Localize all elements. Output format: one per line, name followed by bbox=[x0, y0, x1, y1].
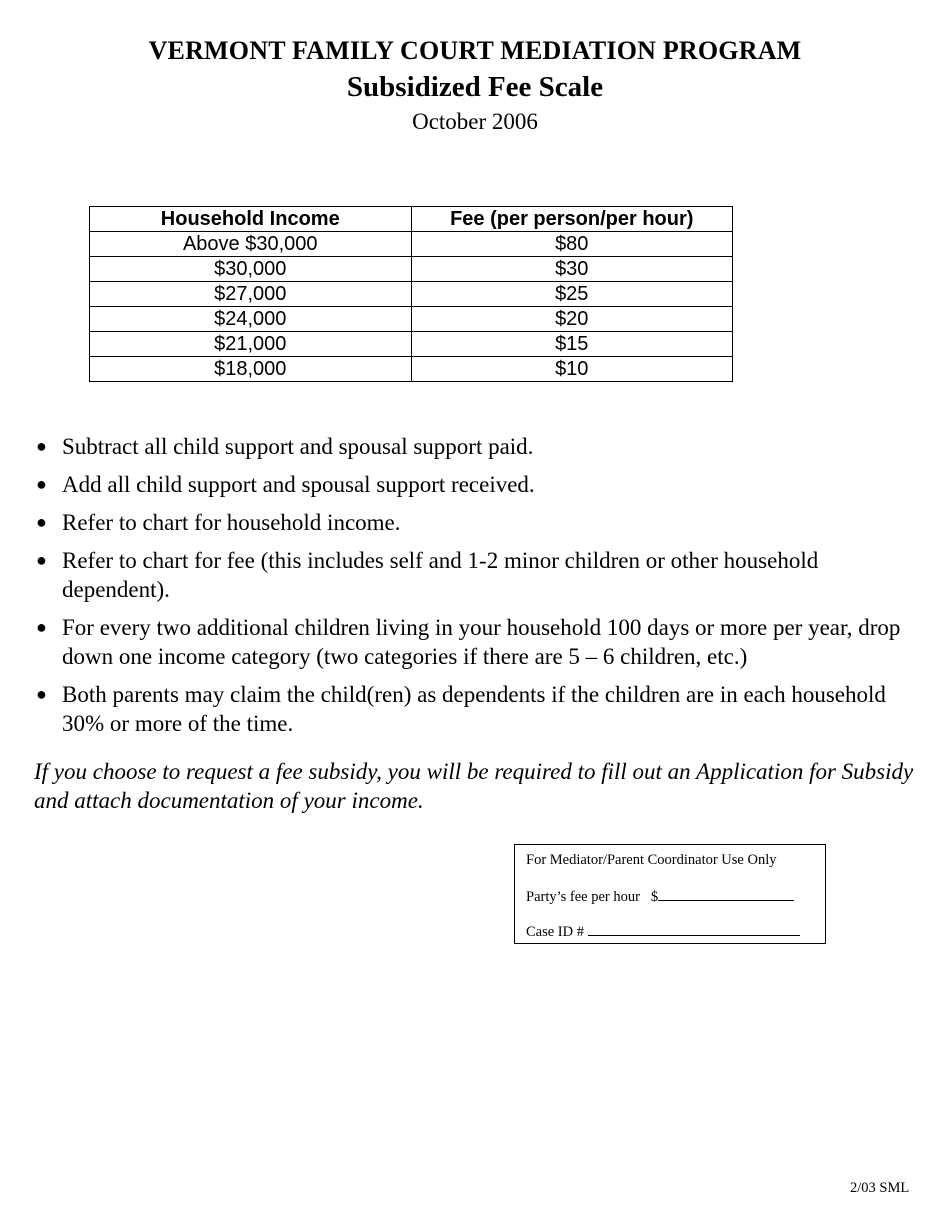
bullet-icon: ● bbox=[36, 512, 47, 532]
bullet-icon: ● bbox=[36, 617, 47, 637]
office-use-box bbox=[514, 844, 826, 944]
list-item-text: Refer to chart for fee (this includes self and 1-2 minor children or other household dependent). bbox=[62, 548, 819, 602]
list-item bbox=[34, 432, 924, 461]
income-cell: $18,000 bbox=[90, 357, 412, 382]
fee-cell: $30 bbox=[411, 257, 733, 282]
table-header-row bbox=[90, 207, 733, 232]
list-item bbox=[34, 470, 924, 499]
list-item-text: Add all child support and spousal support received. bbox=[62, 472, 535, 497]
instructions-list bbox=[34, 432, 924, 747]
fee-cell: $25 bbox=[411, 282, 733, 307]
list-item-text: Refer to chart for household income. bbox=[62, 510, 401, 535]
party-fee-field[interactable] bbox=[658, 886, 794, 901]
bullet-icon: ● bbox=[36, 474, 47, 494]
fee-scale-table bbox=[89, 206, 733, 382]
document-header bbox=[0, 34, 950, 138]
party-fee-row bbox=[526, 886, 815, 921]
bullet-icon: ● bbox=[36, 550, 47, 570]
program-title: VERMONT FAMILY COURT MEDIATION PROGRAM bbox=[148, 36, 802, 65]
list-item-text: For every two additional children living in your household 100 days or more per year, drop down one income category (two categories if there are 5 – 6 children, etc.) bbox=[62, 615, 901, 669]
fee-cell: $80 bbox=[411, 232, 733, 257]
list-item-text: Subtract all child support and spousal support paid. bbox=[62, 434, 534, 459]
income-cell: $24,000 bbox=[90, 307, 412, 332]
subsidy-note: If you choose to request a fee subsidy, you will be required to fill out an Application for Subsidy and attach documentation of your income. bbox=[34, 759, 914, 813]
document-title: Subsidized Fee Scale bbox=[346, 71, 604, 103]
table-row bbox=[90, 232, 733, 257]
document-date: October 2006 bbox=[412, 109, 538, 134]
footer-code: 2/03 SML bbox=[850, 1180, 910, 1196]
fee-cell: $15 bbox=[411, 332, 733, 357]
case-id-row bbox=[526, 921, 815, 956]
bullet-icon: ● bbox=[36, 436, 47, 456]
column-header-income: Household Income bbox=[90, 207, 412, 232]
table-row bbox=[90, 307, 733, 332]
office-use-heading: For Mediator/Parent Coordinator Use Only bbox=[526, 852, 777, 868]
income-cell: $27,000 bbox=[90, 282, 412, 307]
list-item bbox=[34, 508, 924, 537]
dollar-sign: $ bbox=[650, 889, 659, 905]
list-item bbox=[34, 613, 924, 671]
table-row bbox=[90, 257, 733, 282]
income-cell: $21,000 bbox=[90, 332, 412, 357]
column-header-fee: Fee (per person/per hour) bbox=[411, 207, 733, 232]
income-cell: Above $30,000 bbox=[90, 232, 412, 257]
fee-cell: $10 bbox=[411, 357, 733, 382]
list-item bbox=[34, 680, 924, 738]
table-row bbox=[90, 282, 733, 307]
list-item-text: Both parents may claim the child(ren) as dependents if the children are in each household 30% or more of the time. bbox=[62, 682, 886, 736]
fee-cell: $20 bbox=[411, 307, 733, 332]
case-id-field[interactable] bbox=[588, 921, 800, 936]
list-item bbox=[34, 546, 924, 604]
party-fee-label: Party’s fee per hour bbox=[526, 889, 640, 905]
table-row bbox=[90, 332, 733, 357]
income-cell: $30,000 bbox=[90, 257, 412, 282]
case-id-label: Case ID # bbox=[526, 924, 584, 940]
bullet-icon: ● bbox=[36, 684, 47, 704]
table-row bbox=[90, 357, 733, 382]
